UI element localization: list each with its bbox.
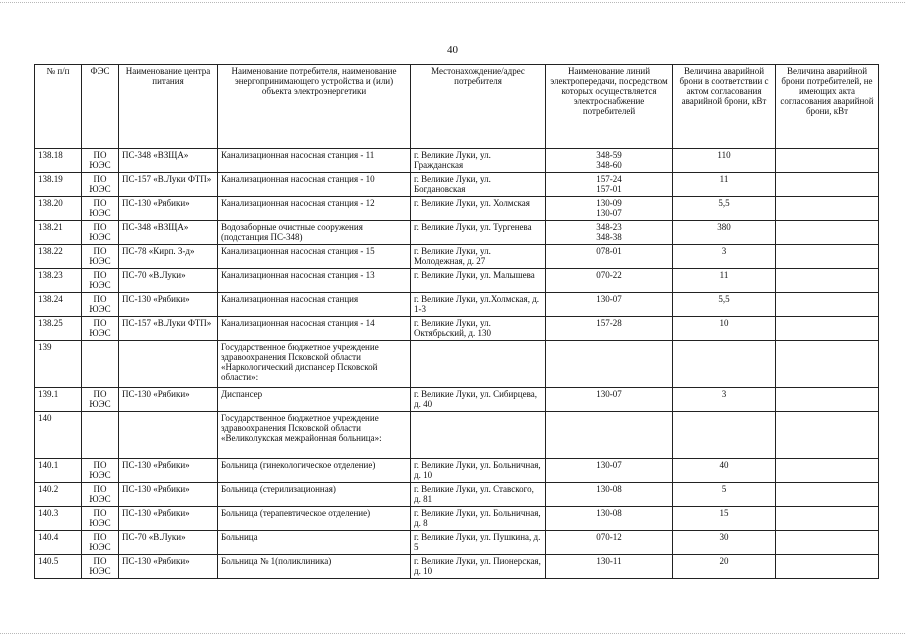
cell-reserve-without-act (776, 459, 879, 483)
cell-power-center: ПС-130 «Рябики» (119, 197, 218, 221)
cell-power-center: ПС-130 «Рябики» (119, 293, 218, 317)
cell-address: г. Великие Луки, ул. Ставского, д. 81 (411, 483, 546, 507)
cell-power-center (119, 341, 218, 388)
cell-consumer: Больница (гинекологическое отделение) (218, 459, 411, 483)
table-row (35, 221, 879, 245)
cell-reserve-with-act: 5 (673, 483, 776, 507)
cell-consumer: Канализационная насосная станция - 13 (218, 269, 411, 293)
cell-power-lines (546, 412, 673, 459)
cell-reserve-with-act: 110 (673, 149, 776, 173)
cell-address: г. Великие Луки, ул. Пушкина, д. 5 (411, 531, 546, 555)
cell-fes (82, 412, 119, 459)
cell-reserve-with-act (673, 341, 776, 388)
cell-fes: ПО ЮЭС (82, 269, 119, 293)
cell-num: 138.19 (35, 173, 82, 197)
cell-reserve-without-act (776, 412, 879, 459)
cell-num: 138.22 (35, 245, 82, 269)
cell-power-center: ПС-348 «ВЗЩА» (119, 221, 218, 245)
cell-consumer: Канализационная насосная станция - 14 (218, 317, 411, 341)
cell-power-lines: 130-07 (546, 293, 673, 317)
cell-consumer: Больница (стерилизационная) (218, 483, 411, 507)
cell-power-center: ПС-348 «ВЗЩА» (119, 149, 218, 173)
cell-reserve-without-act (776, 341, 879, 388)
table-row (35, 197, 879, 221)
cell-fes (82, 341, 119, 388)
cell-power-center: ПС-70 «В.Луки» (119, 269, 218, 293)
cell-fes: ПО ЮЭС (82, 483, 119, 507)
cell-reserve-without-act (776, 388, 879, 412)
cell-address: г. Великие Луки, ул. Гражданская (411, 149, 546, 173)
cell-fes: ПО ЮЭС (82, 197, 119, 221)
cell-num: 140.5 (35, 555, 82, 579)
cell-power-center: ПС-130 «Рябики» (119, 507, 218, 531)
cell-consumer: Канализационная насосная станция (218, 293, 411, 317)
cell-address: г. Великие Луки, ул. Малышева (411, 269, 546, 293)
header-row (35, 65, 879, 149)
cell-num: 138.21 (35, 221, 82, 245)
cell-num: 140.3 (35, 507, 82, 531)
header-consumer: Наименование потребителя, наименование энергопринимающего устройства и (или) объекта электроэнергетики (218, 65, 411, 149)
cell-num: 138.18 (35, 149, 82, 173)
top-scan-edge (0, 2, 905, 3)
cell-reserve-without-act (776, 531, 879, 555)
cell-consumer: Водозаборные очистные сооружения (подстанция ПС-348) (218, 221, 411, 245)
cell-consumer: Больница (218, 531, 411, 555)
cell-num: 140.2 (35, 483, 82, 507)
cell-address (411, 412, 546, 459)
cell-power-lines: 157-28 (546, 317, 673, 341)
cell-reserve-with-act: 11 (673, 269, 776, 293)
cell-address: г. Великие Луки, ул. Октябрьский, д. 130 (411, 317, 546, 341)
header-power-lines: Наименование линий электропередачи, посредством которых осуществляется электроснабжение потребителей (546, 65, 673, 149)
cell-reserve-with-act: 11 (673, 173, 776, 197)
cell-reserve-with-act: 15 (673, 507, 776, 531)
cell-consumer: Государственное бюджетное учреждение здравоохранения Псковской области «Наркологический диспансер Псковской области»: (218, 341, 411, 388)
cell-address (411, 341, 546, 388)
cell-consumer: Канализационная насосная станция - 10 (218, 173, 411, 197)
cell-power-center: ПС-70 «В.Луки» (119, 531, 218, 555)
cell-num: 140.1 (35, 459, 82, 483)
cell-num: 140.4 (35, 531, 82, 555)
cell-reserve-without-act (776, 173, 879, 197)
cell-fes: ПО ЮЭС (82, 507, 119, 531)
cell-reserve-without-act (776, 293, 879, 317)
cell-power-lines: 130-07 (546, 459, 673, 483)
cell-power-lines: 130-08 (546, 507, 673, 531)
table-row (35, 483, 879, 507)
cell-reserve-without-act (776, 555, 879, 579)
table-row (35, 245, 879, 269)
cell-reserve-with-act: 5,5 (673, 293, 776, 317)
cell-power-lines: 130-11 (546, 555, 673, 579)
cell-address: г. Великие Луки, ул. Пионерская, д. 10 (411, 555, 546, 579)
cell-fes: ПО ЮЭС (82, 173, 119, 197)
table-row (35, 293, 879, 317)
table-row (35, 317, 879, 341)
cell-address: г. Великие Луки, ул. Холмская (411, 197, 546, 221)
cell-num: 139 (35, 341, 82, 388)
cell-power-lines: 130-07 (546, 388, 673, 412)
cell-num: 138.24 (35, 293, 82, 317)
table-row (35, 459, 879, 483)
cell-consumer: Канализационная насосная станция - 15 (218, 245, 411, 269)
cell-power-lines (546, 341, 673, 388)
cell-num: 138.20 (35, 197, 82, 221)
cell-reserve-with-act: 30 (673, 531, 776, 555)
table-body (35, 149, 879, 579)
cell-reserve-with-act: 3 (673, 245, 776, 269)
cell-consumer: Больница (терапевтическое отделение) (218, 507, 411, 531)
cell-reserve-without-act (776, 197, 879, 221)
cell-fes: ПО ЮЭС (82, 221, 119, 245)
cell-address: г. Великие Луки, ул. Тургенева (411, 221, 546, 245)
cell-consumer: Канализационная насосная станция - 12 (218, 197, 411, 221)
cell-num: 140 (35, 412, 82, 459)
cell-num: 138.25 (35, 317, 82, 341)
cell-fes: ПО ЮЭС (82, 149, 119, 173)
cell-power-lines: 130-09 130-07 (546, 197, 673, 221)
header-num: № п/п (35, 65, 82, 149)
cell-address: г. Великие Луки, ул. Сибирцева, д. 40 (411, 388, 546, 412)
cell-consumer: Канализационная насосная станция - 11 (218, 149, 411, 173)
table-row (35, 531, 879, 555)
cell-power-lines: 078-01 (546, 245, 673, 269)
cell-reserve-with-act: 10 (673, 317, 776, 341)
cell-power-center: ПС-130 «Рябики» (119, 483, 218, 507)
cell-power-lines: 130-08 (546, 483, 673, 507)
cell-fes: ПО ЮЭС (82, 245, 119, 269)
cell-power-center: ПС-157 «В.Луки ФТП» (119, 173, 218, 197)
cell-reserve-without-act (776, 221, 879, 245)
cell-address: г. Великие Луки, ул. Богдановская (411, 173, 546, 197)
cell-fes: ПО ЮЭС (82, 317, 119, 341)
cell-address: г. Великие Луки, ул. Молодежная, д. 27 (411, 245, 546, 269)
cell-reserve-without-act (776, 507, 879, 531)
table-row (35, 555, 879, 579)
header-address: Местонахождение/адрес потребителя (411, 65, 546, 149)
cell-power-center: ПС-130 «Рябики» (119, 555, 218, 579)
cell-fes: ПО ЮЭС (82, 531, 119, 555)
table-row (35, 149, 879, 173)
table-row (35, 269, 879, 293)
header-power-center: Наименование центра питания (119, 65, 218, 149)
cell-reserve-with-act: 20 (673, 555, 776, 579)
cell-reserve-with-act (673, 412, 776, 459)
page-number: 40 (447, 44, 458, 56)
cell-num: 138.23 (35, 269, 82, 293)
cell-power-lines: 348-23 348-38 (546, 221, 673, 245)
cell-power-center (119, 412, 218, 459)
cell-power-lines: 070-12 (546, 531, 673, 555)
cell-num: 139.1 (35, 388, 82, 412)
bottom-scan-edge (0, 633, 905, 634)
cell-power-lines: 348-59 348-60 (546, 149, 673, 173)
cell-reserve-without-act (776, 269, 879, 293)
table-group-row (35, 341, 879, 388)
table-row (35, 388, 879, 412)
cell-reserve-without-act (776, 149, 879, 173)
cell-fes: ПО ЮЭС (82, 459, 119, 483)
cell-consumer: Диспансер (218, 388, 411, 412)
cell-address: г. Великие Луки, ул. Больничная, д. 8 (411, 507, 546, 531)
cell-reserve-without-act (776, 245, 879, 269)
table-row (35, 173, 879, 197)
header-fes: ФЭС (82, 65, 119, 149)
table-group-row (35, 412, 879, 459)
cell-address: г. Великие Луки, ул.Холмская, д. 1-3 (411, 293, 546, 317)
cell-power-lines: 070-22 (546, 269, 673, 293)
cell-consumer: Больница № 1(поликлиника) (218, 555, 411, 579)
cell-power-center: ПС-130 «Рябики» (119, 388, 218, 412)
cell-reserve-with-act: 5,5 (673, 197, 776, 221)
cell-reserve-with-act: 380 (673, 221, 776, 245)
cell-consumer: Государственное бюджетное учреждение здравоохранения Псковской области «Великолукская межрайонная больница»: (218, 412, 411, 459)
header-reserve-without-act: Величина аварийной брони потребителей, не имеющих акта согласования аварийной брони, кВт (776, 65, 879, 149)
cell-power-lines: 157-24 157-01 (546, 173, 673, 197)
cell-reserve-with-act: 40 (673, 459, 776, 483)
cell-power-center: ПС-130 «Рябики» (119, 459, 218, 483)
cell-reserve-with-act: 3 (673, 388, 776, 412)
emergency-reserve-table (34, 64, 879, 579)
cell-power-center: ПС-157 «В.Луки ФТП» (119, 317, 218, 341)
table-row (35, 507, 879, 531)
cell-address: г. Великие Луки, ул. Больничная, д. 10 (411, 459, 546, 483)
cell-fes: ПО ЮЭС (82, 293, 119, 317)
cell-reserve-without-act (776, 483, 879, 507)
cell-fes: ПО ЮЭС (82, 555, 119, 579)
cell-fes: ПО ЮЭС (82, 388, 119, 412)
header-reserve-with-act: Величина аварийной брони в соответствии с актом согласования аварийной брони, кВт (673, 65, 776, 149)
cell-reserve-without-act (776, 317, 879, 341)
cell-power-center: ПС-78 «Кирп. З-д» (119, 245, 218, 269)
